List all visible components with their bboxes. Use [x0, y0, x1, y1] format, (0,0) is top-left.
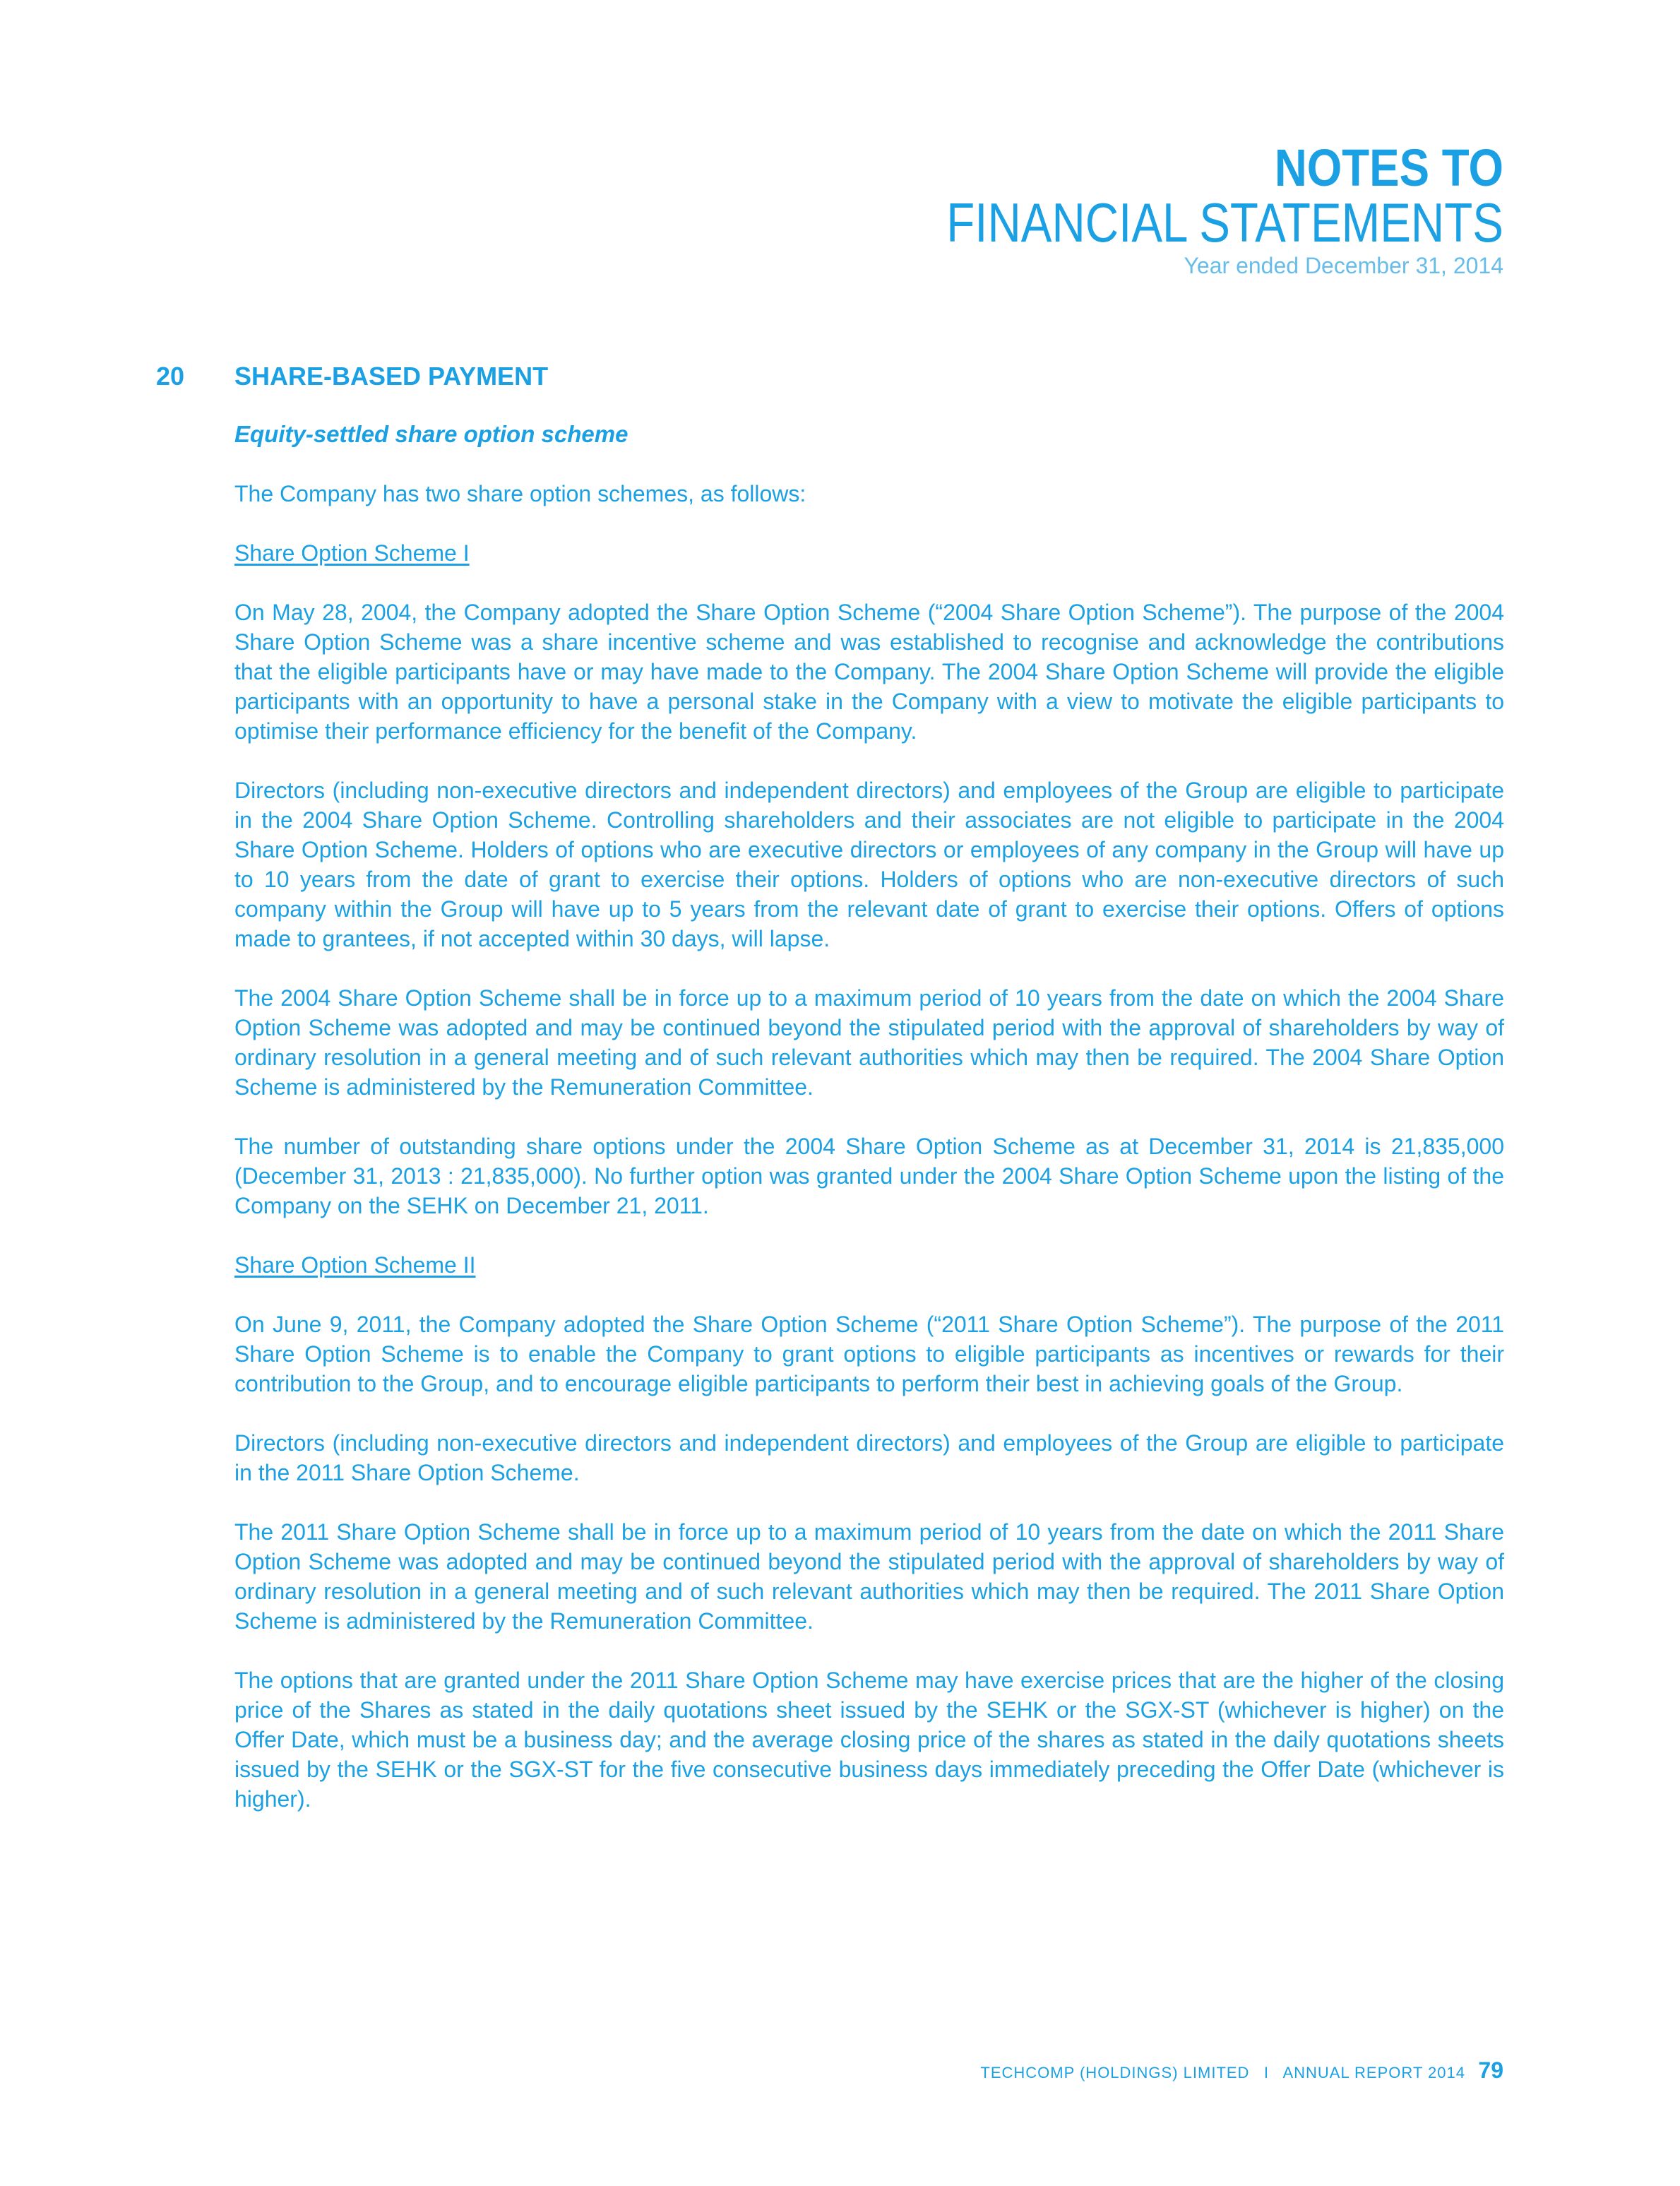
page-header	[840, 138, 1503, 280]
section-title: SHARE-BASED PAYMENT	[234, 362, 549, 391]
footer-separator: I	[1263, 2064, 1269, 2081]
section-content	[234, 420, 1504, 1843]
page-footer	[980, 2057, 1503, 2084]
scheme2-heading: Share Option Scheme II	[234, 1252, 476, 1278]
footer-company: TECHCOMP (HOLDINGS) LIMITED	[980, 2064, 1250, 2081]
scheme2-paragraph: On June 9, 2011, the Company adopted the Share Option Scheme (“2011 Share Option Scheme”). The purpose of the 2011 Share Option Scheme is to enable the Company to grant options to eligible participants as incentives or rewards for their contribution to the Group, and to encourage eligible participants to perform their best in achieving goals of the Group.	[234, 1312, 1504, 1396]
footer-report: ANNUAL REPORT 2014	[1282, 2064, 1465, 2081]
page-number: 79	[1478, 2057, 1503, 2083]
scheme1-paragraph: Directors (including non-executive directors and independent directors) and employees of the Group are eligible to participate in the 2004 Share Option Scheme. Controlling shareholders and their associates are not eligible to participate in the 2004 Share Option Scheme. Holders of options who are executive directors or employees of any company in the Group will have up to 10 years from the date of grant to exercise their options. Holders of options who are non-executive directors of such company within the Group will have up to 5 years from the relevant date of grant to exercise their options. Offers of options made to grantees, if not accepted within 30 days, will lapse.	[234, 778, 1504, 951]
section-number: 20	[156, 362, 185, 391]
scheme2-paragraph: The options that are granted under the 2011 Share Option Scheme may have exercise prices that are the higher of the closing price of the Shares as stated in the daily quotations sheet issued by the SEHK or the SGX-ST (whichever is higher) on the Offer Date, which must be a business day; and the average closing price of the shares as stated in the daily quotations sheets issued by the SEHK or the SGX-ST for the five consecutive business days immediately preceding the Offer Date (whichever is higher).	[234, 1668, 1504, 1812]
intro-paragraph: The Company has two share option schemes, as follows:	[234, 481, 806, 506]
scheme1-paragraph: The number of outstanding share options under the 2004 Share Option Scheme as at December 31, 2014 is 21,835,000 (December 31, 2013 : 21,835,000). No further option was granted under the 2004 Share Option Scheme upon the listing of the Company on the SEHK on December 21, 2011.	[234, 1134, 1504, 1218]
scheme1-heading: Share Option Scheme I	[234, 540, 470, 566]
scheme1-paragraph: On May 28, 2004, the Company adopted the Share Option Scheme (“2004 Share Option Scheme”). The purpose of the 2004 Share Option Scheme was a share incentive scheme and was established to recognise and acknowledge the contributions that the eligible participants have or may have made to the Company. The 2004 Share Option Scheme will provide the eligible participants with an opportunity to have a personal stake in the Company with a view to motivate the eligible participants to optimise their performance efficiency for the benefit of the Company.	[234, 600, 1504, 744]
header-title-line2: FINANCIAL STATEMENTS	[946, 191, 1503, 254]
section-subheading: Equity-settled share option scheme	[234, 421, 628, 447]
scheme1-paragraph: The 2004 Share Option Scheme shall be in force up to a maximum period of 10 years from the date on which the 2004 Share Option Scheme was adopted and may be continued beyond the stipulated period with the approval of shareholders by way of ordinary resolution in a general meeting and of such relevant authorities which may then be required. The 2004 Share Option Scheme is administered by the Remuneration Committee.	[234, 985, 1504, 1100]
header-title-line1: NOTES TO	[1274, 138, 1503, 197]
scheme2-paragraph: The 2011 Share Option Scheme shall be in force up to a maximum period of 10 years from the date on which the 2011 Share Option Scheme was adopted and may be continued beyond the stipulated period with the approval of shareholders by way of ordinary resolution in a general meeting and of such relevant authorities which may then be required. The 2011 Share Option Scheme is administered by the Remuneration Committee.	[234, 1519, 1504, 1634]
scheme2-paragraph: Directors (including non-executive directors and independent directors) and employees of the Group are eligible to participate in the 2011 Share Option Scheme.	[234, 1430, 1504, 1485]
header-period: Year ended December 31, 2014	[1184, 253, 1503, 278]
